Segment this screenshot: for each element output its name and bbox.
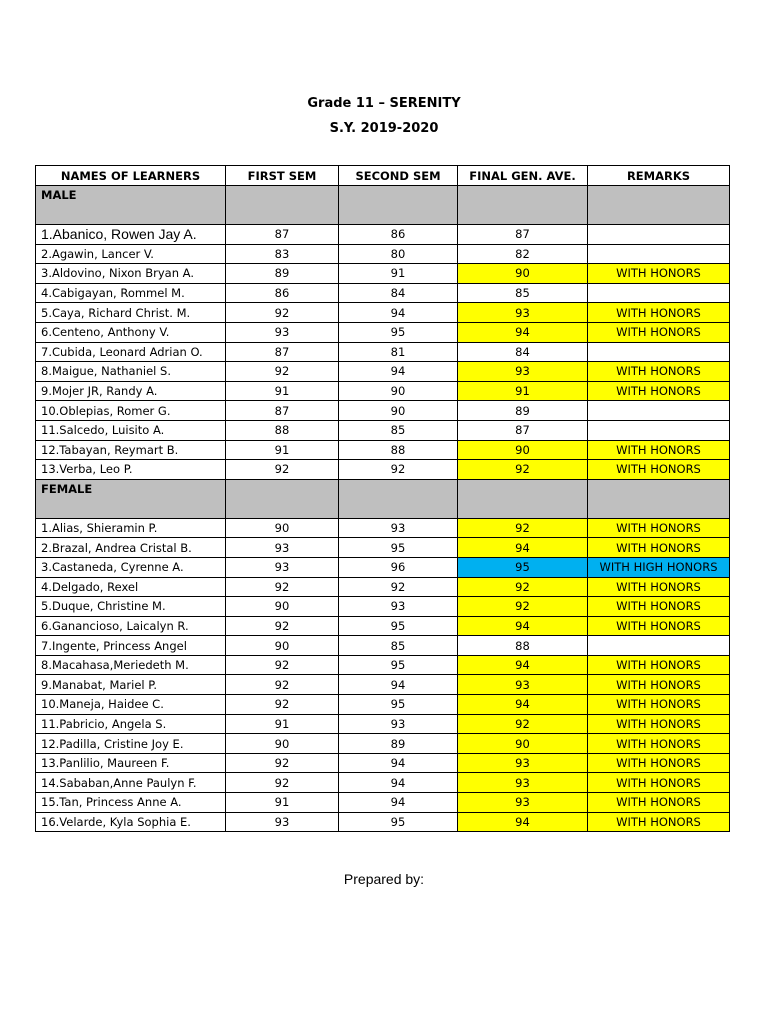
remarks: WITH HONORS (588, 362, 730, 382)
remarks: WITH HONORS (588, 655, 730, 675)
learner-name: 12.Tabayan, Reymart B. (36, 440, 226, 460)
learner-name: 13.Panlilio, Maureen F. (36, 753, 226, 773)
final-average: 91 (458, 381, 588, 401)
table-row (36, 577, 730, 597)
second-sem-grade: 81 (339, 342, 458, 362)
column-header-remarks: REMARKS (588, 166, 730, 186)
section-cell (458, 479, 588, 518)
table-row (36, 655, 730, 675)
learner-name: 11.Salcedo, Luisito A. (36, 420, 226, 440)
table-row (36, 675, 730, 695)
second-sem-grade: 93 (339, 714, 458, 734)
first-sem-grade: 90 (226, 518, 339, 538)
table-row (36, 557, 730, 577)
remarks: WITH HONORS (588, 322, 730, 342)
final-average: 94 (458, 695, 588, 715)
final-average: 89 (458, 401, 588, 421)
first-sem-grade: 88 (226, 420, 339, 440)
remarks: WITH HONORS (588, 616, 730, 636)
learner-name: 9.Manabat, Mariel P. (36, 675, 226, 695)
second-sem-grade: 92 (339, 577, 458, 597)
final-average: 90 (458, 264, 588, 284)
section-label: FEMALE (36, 479, 226, 518)
learner-name: 5.Caya, Richard Christ. M. (36, 303, 226, 323)
second-sem-grade: 89 (339, 734, 458, 754)
final-average: 93 (458, 773, 588, 793)
final-average: 92 (458, 597, 588, 617)
final-average: 93 (458, 793, 588, 813)
learner-name: 6.Centeno, Anthony V. (36, 322, 226, 342)
second-sem-grade: 95 (339, 812, 458, 832)
section-label: MALE (36, 186, 226, 225)
second-sem-grade: 94 (339, 753, 458, 773)
table-row (36, 793, 730, 813)
second-sem-grade: 94 (339, 793, 458, 813)
remarks: WITH HONORS (588, 753, 730, 773)
final-average: 94 (458, 655, 588, 675)
remarks: WITH HONORS (588, 793, 730, 813)
final-average: 88 (458, 636, 588, 656)
first-sem-grade: 91 (226, 381, 339, 401)
remarks (588, 244, 730, 264)
final-average: 94 (458, 616, 588, 636)
table-row (36, 362, 730, 382)
second-sem-grade: 94 (339, 773, 458, 793)
remarks: WITH HONORS (588, 597, 730, 617)
final-average: 93 (458, 303, 588, 323)
table-row (36, 264, 730, 284)
prepared-by-label: Prepared by: (343, 871, 425, 887)
first-sem-grade: 93 (226, 538, 339, 558)
remarks: WITH HONORS (588, 714, 730, 734)
table-row (36, 401, 730, 421)
first-sem-grade: 93 (226, 812, 339, 832)
remarks: WITH HONORS (588, 675, 730, 695)
learner-name: 7.Cubida, Leonard Adrian O. (36, 342, 226, 362)
table-row (36, 303, 730, 323)
second-sem-grade: 84 (339, 283, 458, 303)
learner-name: 2.Agawin, Lancer V. (36, 244, 226, 264)
remarks (588, 283, 730, 303)
table-row (36, 636, 730, 656)
table-row (36, 322, 730, 342)
remarks (588, 636, 730, 656)
table-row (36, 460, 730, 480)
final-average: 82 (458, 244, 588, 264)
first-sem-grade: 92 (226, 303, 339, 323)
final-average: 90 (458, 734, 588, 754)
column-header-first-sem: FIRST SEM (226, 166, 339, 186)
first-sem-grade: 83 (226, 244, 339, 264)
final-average: 92 (458, 518, 588, 538)
learner-name: 9.Mojer JR, Randy A. (36, 381, 226, 401)
final-average: 94 (458, 812, 588, 832)
table-row (36, 812, 730, 832)
final-average: 92 (458, 577, 588, 597)
column-header-name: NAMES OF LEARNERS (36, 166, 226, 186)
first-sem-grade: 92 (226, 577, 339, 597)
first-sem-grade: 90 (226, 734, 339, 754)
learner-name: 8.Maigue, Nathaniel S. (36, 362, 226, 382)
table-row (36, 244, 730, 264)
second-sem-grade: 80 (339, 244, 458, 264)
second-sem-grade: 94 (339, 362, 458, 382)
section-row-male (36, 186, 730, 225)
first-sem-grade: 87 (226, 401, 339, 421)
learner-name: 5.Duque, Christine M. (36, 597, 226, 617)
remarks: WITH HONORS (588, 695, 730, 715)
first-sem-grade: 92 (226, 616, 339, 636)
first-sem-grade: 92 (226, 753, 339, 773)
remarks (588, 401, 730, 421)
table-header-row (36, 166, 730, 186)
table-row (36, 518, 730, 538)
second-sem-grade: 95 (339, 538, 458, 558)
table-row (36, 342, 730, 362)
remarks: WITH HONORS (588, 812, 730, 832)
first-sem-grade: 91 (226, 714, 339, 734)
final-average: 84 (458, 342, 588, 362)
section-cell (458, 186, 588, 225)
table-row (36, 538, 730, 558)
first-sem-grade: 92 (226, 695, 339, 715)
learner-name: 4.Delgado, Rexel (36, 577, 226, 597)
first-sem-grade: 91 (226, 440, 339, 460)
table-row (36, 597, 730, 617)
second-sem-grade: 86 (339, 225, 458, 245)
learner-name: 16.Velarde, Kyla Sophia E. (36, 812, 226, 832)
final-average: 93 (458, 753, 588, 773)
table-body (36, 186, 730, 832)
school-year: S.Y. 2019-2020 (329, 121, 439, 136)
remarks: WITH HIGH HONORS (588, 557, 730, 577)
table-row (36, 283, 730, 303)
table-row (36, 616, 730, 636)
learner-name: 2.Brazal, Andrea Cristal B. (36, 538, 226, 558)
learner-name: 11.Pabricio, Angela S. (36, 714, 226, 734)
first-sem-grade: 92 (226, 362, 339, 382)
first-sem-grade: 93 (226, 557, 339, 577)
remarks (588, 225, 730, 245)
final-average: 94 (458, 322, 588, 342)
remarks (588, 420, 730, 440)
table-row (36, 381, 730, 401)
learner-name: 12.Padilla, Cristine Joy E. (36, 734, 226, 754)
second-sem-grade: 95 (339, 655, 458, 675)
second-sem-grade: 90 (339, 401, 458, 421)
remarks: WITH HONORS (588, 734, 730, 754)
second-sem-grade: 93 (339, 597, 458, 617)
learner-name: 3.Castaneda, Cyrenne A. (36, 557, 226, 577)
table-row (36, 773, 730, 793)
remarks: WITH HONORS (588, 460, 730, 480)
final-average: 92 (458, 460, 588, 480)
remarks: WITH HONORS (588, 577, 730, 597)
second-sem-grade: 91 (339, 264, 458, 284)
second-sem-grade: 85 (339, 636, 458, 656)
remarks: WITH HONORS (588, 440, 730, 460)
first-sem-grade: 89 (226, 264, 339, 284)
remarks: WITH HONORS (588, 381, 730, 401)
second-sem-grade: 95 (339, 616, 458, 636)
section-cell (226, 186, 339, 225)
learner-name: 15.Tan, Princess Anne A. (36, 793, 226, 813)
learner-name: 14.Sababan,Anne Paulyn F. (36, 773, 226, 793)
first-sem-grade: 93 (226, 322, 339, 342)
section-cell (588, 186, 730, 225)
second-sem-grade: 88 (339, 440, 458, 460)
learner-name: 10.Oblepias, Romer G. (36, 401, 226, 421)
first-sem-grade: 92 (226, 675, 339, 695)
second-sem-grade: 93 (339, 518, 458, 538)
grades-table (35, 165, 730, 832)
table-row (36, 753, 730, 773)
second-sem-grade: 92 (339, 460, 458, 480)
section-row-female (36, 479, 730, 518)
learner-name: 10.Maneja, Haidee C. (36, 695, 226, 715)
second-sem-grade: 94 (339, 675, 458, 695)
table-row (36, 714, 730, 734)
learner-name: 13.Verba, Leo P. (36, 460, 226, 480)
table-row (36, 225, 730, 245)
remarks: WITH HONORS (588, 303, 730, 323)
table-row (36, 695, 730, 715)
learner-name: 7.Ingente, Princess Angel (36, 636, 226, 656)
first-sem-grade: 90 (226, 636, 339, 656)
first-sem-grade: 90 (226, 597, 339, 617)
section-cell (339, 479, 458, 518)
learner-name: 4.Cabigayan, Rommel M. (36, 283, 226, 303)
final-average: 94 (458, 538, 588, 558)
second-sem-grade: 95 (339, 695, 458, 715)
remarks: WITH HONORS (588, 538, 730, 558)
section-cell (226, 479, 339, 518)
final-average: 92 (458, 714, 588, 734)
second-sem-grade: 96 (339, 557, 458, 577)
second-sem-grade: 95 (339, 322, 458, 342)
section-cell (339, 186, 458, 225)
table-row (36, 734, 730, 754)
final-average: 85 (458, 283, 588, 303)
first-sem-grade: 92 (226, 460, 339, 480)
learner-name: 3.Aldovino, Nixon Bryan A. (36, 264, 226, 284)
first-sem-grade: 91 (226, 793, 339, 813)
final-average: 90 (458, 440, 588, 460)
final-average: 93 (458, 362, 588, 382)
remarks: WITH HONORS (588, 518, 730, 538)
final-average: 87 (458, 420, 588, 440)
first-sem-grade: 92 (226, 655, 339, 675)
second-sem-grade: 85 (339, 420, 458, 440)
first-sem-grade: 92 (226, 773, 339, 793)
table-row (36, 440, 730, 460)
final-average: 93 (458, 675, 588, 695)
second-sem-grade: 90 (339, 381, 458, 401)
learner-name: 1.Alias, Shieramin P. (36, 518, 226, 538)
remarks: WITH HONORS (588, 773, 730, 793)
remarks: WITH HONORS (588, 264, 730, 284)
column-header-final-ave: FINAL GEN. AVE. (458, 166, 588, 186)
first-sem-grade: 86 (226, 283, 339, 303)
second-sem-grade: 94 (339, 303, 458, 323)
learner-name: 6.Ganancioso, Laicalyn R. (36, 616, 226, 636)
remarks (588, 342, 730, 362)
section-cell (588, 479, 730, 518)
first-sem-grade: 87 (226, 342, 339, 362)
first-sem-grade: 87 (226, 225, 339, 245)
column-header-second-sem: SECOND SEM (339, 166, 458, 186)
learner-name: 8.Macahasa,Meriedeth M. (36, 655, 226, 675)
final-average: 87 (458, 225, 588, 245)
learner-name: 1.Abanico, Rowen Jay A. (36, 225, 226, 245)
final-average: 95 (458, 557, 588, 577)
table-row (36, 420, 730, 440)
document-title: Grade 11 – SERENITY (307, 96, 461, 111)
